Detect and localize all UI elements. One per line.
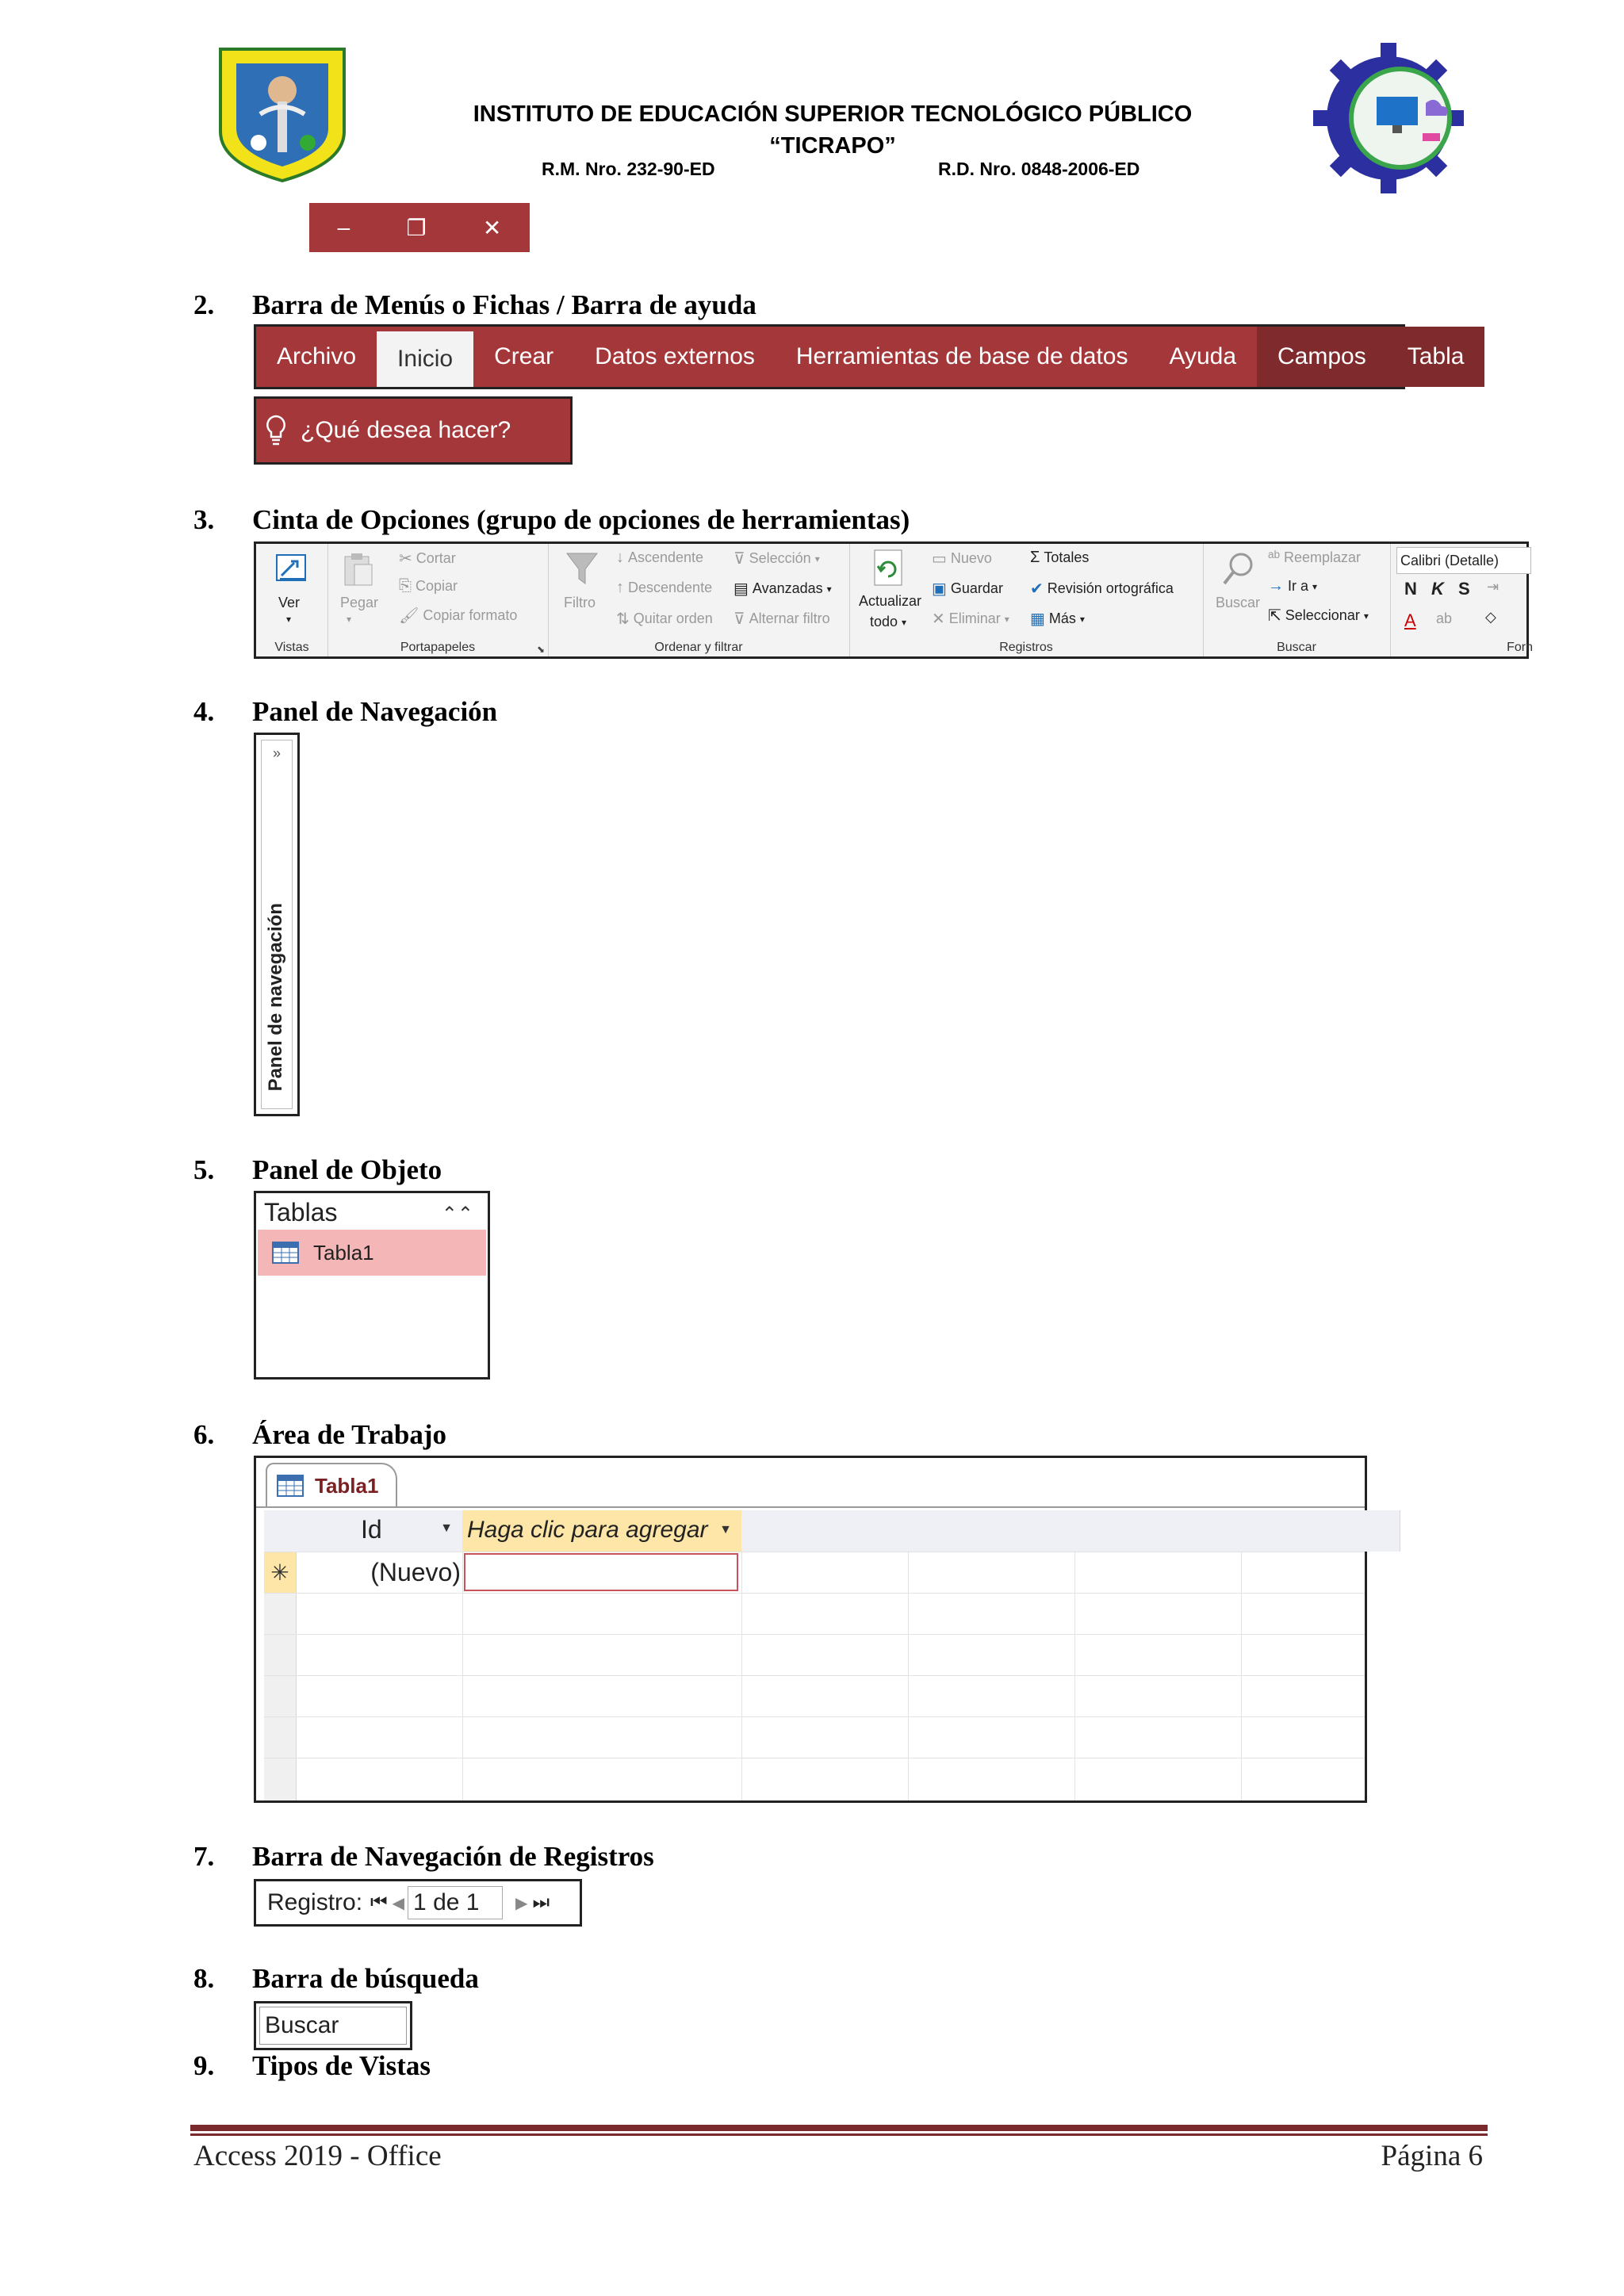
replace-icon: ᵃᵇ [1268,549,1280,566]
grid-line [264,1593,1365,1594]
nuevo-button[interactable] [932,549,992,568]
navigation-pane[interactable] [254,733,300,1116]
eliminar-button[interactable]: ✕ Eliminar ▾ [932,610,1009,628]
footer-left: Access 2019 - Office [193,2140,442,2172]
next-record-icon[interactable]: ▶ [515,1894,528,1912]
format-painter-icon: 🖌 [399,607,419,625]
underline-button[interactable]: S [1458,579,1470,599]
tab-ayuda[interactable]: Ayuda [1169,343,1237,369]
tab-herramientas[interactable]: Herramientas de base de datos [795,343,1128,369]
last-record-icon[interactable]: ⏭ [532,1892,550,1913]
grid-line [264,1716,1365,1717]
group-label: Buscar [1277,641,1316,654]
totales-label: Totales [1044,549,1090,565]
avanzadas-button[interactable]: ▤ Avanzadas ▾ [733,580,832,598]
section-title: Tipos de Vistas [252,2050,431,2081]
grid-line [1074,1552,1075,1800]
close-button[interactable]: ✕ [482,215,502,240]
section-title: Cinta de Opciones (grupo de opciones de herramientas) [252,504,910,535]
filtro-button[interactable]: Filtro [564,595,596,610]
section-number: 4. [193,696,215,727]
alternar-filtro-button[interactable] [733,609,830,629]
group-label: Vistas [274,641,309,654]
ascendente-label: Ascendente [628,549,704,565]
institute-logo [213,44,352,186]
id-cell-new[interactable]: (Nuevo) [370,1558,461,1586]
grid-line [462,1552,463,1800]
group-label: Ordenar y filtrar [654,641,743,654]
bold-button[interactable]: N [1404,579,1417,599]
grid-line [264,1634,1365,1635]
selection-filter-icon: ⊽ [733,550,745,568]
object-item-label: Tabla1 [313,1240,374,1265]
collapse-icon[interactable]: ⌃⌃ [441,1203,473,1225]
lightbulb-icon [264,414,288,447]
tab-inicio[interactable]: Inicio [377,331,473,387]
totales-button[interactable] [1030,549,1089,567]
copiar-label: Copiar [416,578,458,594]
column-header-empty [1241,1510,1400,1552]
buscar-button[interactable]: Buscar [1216,595,1261,610]
cortar-label: Cortar [416,550,456,566]
institute-name-line1: INSTITUTO DE EDUCACIÓN SUPERIOR TECNOLÓGICO PÚBLICO [473,101,1193,127]
column-header-empty [741,1510,909,1552]
font-color-icon[interactable]: A [1404,610,1416,630]
tab-datos-externos[interactable]: Datos externos [595,343,755,369]
group-formato [1390,544,1533,656]
descendente-button[interactable] [616,579,712,597]
tab-tabla[interactable]: Tabla [1387,327,1485,387]
save-icon: ▣ [932,580,947,598]
revision-label: Revisión ortográfica [1047,580,1174,596]
mas-label: Más [1048,610,1076,626]
guardar-label: Guardar [950,580,1003,596]
document-tab-label: Tabla1 [315,1473,379,1498]
ribbon [254,541,1533,659]
datasheet-grid [264,1510,1365,1800]
resolution-rd: R.D. Nro. 0848-2006-ED [938,159,1140,179]
group-label: Portapapeles [400,641,476,654]
group-label: Registros [999,641,1053,654]
document-tab-tabla1[interactable] [266,1463,397,1507]
tell-me-box[interactable] [254,396,573,465]
grid-line [264,1675,1365,1676]
sort-desc-icon: ↑ [616,579,624,596]
actualizar-button[interactable]: Actualizar [859,593,922,609]
group-buscar [1203,544,1391,656]
copy-icon: ⎘ [399,577,412,595]
quitar-orden-label: Quitar orden [633,610,713,626]
new-field-cell[interactable] [464,1553,738,1591]
copiar-formato-button[interactable] [399,606,517,626]
tab-crear[interactable]: Crear [494,343,554,369]
column-header-add[interactable] [462,1510,742,1552]
ribbon-tabs [254,324,1465,389]
restore-button[interactable]: ❐ [406,215,427,240]
advanced-filter-icon: ▤ [733,580,749,598]
column-header-empty [908,1510,1075,1552]
ver-dropdown-icon[interactable]: ▾ [286,614,292,625]
grid-line [908,1552,909,1800]
column-dropdown-icon[interactable]: ▼ [440,1521,453,1535]
group-ordenar-filtrar [548,544,850,656]
current-record-input[interactable]: 1 de 1 [408,1886,503,1919]
clear-sort-icon: ⇅ [616,610,630,628]
group-registros [849,544,1204,656]
section-number: 6. [193,1419,215,1450]
paste-icon [340,550,375,588]
section-title: Panel de Objeto [252,1154,442,1185]
record-label: Registro: [267,1889,363,1915]
column-header-id-label: Id [361,1515,382,1544]
footer-rule [190,2125,1488,2131]
dialog-launcher-icon[interactable]: ⬊ [536,644,545,655]
scissors-icon: ✂ [399,550,412,568]
descendente-label: Descendente [628,580,713,595]
section-number: 3. [193,504,215,535]
section-title: Área de Trabajo [252,1419,446,1450]
actualizar-todo-dropdown[interactable]: todo ▾ [870,614,907,629]
record-navigation-bar [254,1879,582,1927]
seleccion-button[interactable]: ⊽ Selección ▾ [733,550,820,568]
group-portapapeles [327,544,549,656]
cursor-icon: ⇱ [1268,607,1281,625]
toggle-filter-icon: ⊽ [733,610,745,628]
work-area [254,1456,1367,1803]
section-title: Panel de Navegación [252,696,498,727]
arrow-right-icon: → [1268,577,1284,595]
spellcheck-icon: ✔ [1030,580,1044,598]
nuevo-label: Nuevo [950,550,992,566]
column-header-empty [1074,1510,1242,1552]
eliminar-label: Eliminar [948,610,1001,626]
resolution-rm: R.M. Nro. 232-90-ED [542,159,715,179]
seleccionar-label: Seleccionar [1285,607,1360,623]
computing-logo [1307,36,1470,200]
alternar-filtro-label: Alternar filtro [749,610,830,626]
sigma-icon: Σ [1030,549,1040,566]
reemplazar-button[interactable] [1268,549,1361,567]
seleccion-label: Selección [749,550,811,566]
new-record-icon: ▭ [932,550,947,568]
pegar-dropdown-icon[interactable]: ▾ [347,614,352,625]
filter-icon [564,550,600,588]
search-bar [254,2001,412,2050]
todo-label: todo [870,614,898,629]
previous-record-icon[interactable]: ◀ [392,1894,405,1912]
object-pane-header[interactable]: Tablas [264,1198,338,1226]
expand-chevron-icon[interactable]: » [272,745,281,761]
section-number: 7. [193,1841,215,1872]
table-icon [277,1475,304,1497]
pegar-button[interactable]: Pegar [340,595,379,610]
navigation-pane-inner [261,740,293,1109]
footer-rule [190,2133,1488,2136]
grid-line [741,1552,742,1800]
column-header-add-label: Haga clic para agregar [467,1517,708,1543]
revision-button[interactable] [1030,579,1174,599]
delete-icon: ✕ [932,610,945,628]
highlight-icon[interactable]: ab [1436,610,1453,626]
tab-divider [256,1506,1365,1508]
group-label: Forn [1507,641,1533,654]
object-item-tabla1[interactable] [258,1230,486,1276]
institute-name-line2: “TICRAPO” [769,133,896,159]
section-title: Barra de búsqueda [252,1963,479,1994]
section-number: 5. [193,1154,215,1185]
font-name-select[interactable]: Calibri (Detalle) [1396,547,1531,574]
object-pane [254,1191,490,1380]
column-header-id[interactable] [296,1510,463,1552]
tell-me-text: ¿Qué desea hacer? [301,417,511,443]
first-record-icon[interactable]: ⏮ [370,1892,388,1913]
seleccionar-button[interactable]: ⇱ Seleccionar ▾ [1268,607,1369,625]
indent-icon[interactable]: ⇥ [1487,579,1500,595]
grid-line [1241,1552,1242,1800]
section-number: 8. [193,1963,215,1994]
cortar-button[interactable] [399,549,456,568]
ascendente-button[interactable] [616,549,703,567]
fill-color-icon[interactable]: ◇ [1485,609,1496,625]
avanzadas-label: Avanzadas [752,580,823,596]
reemplazar-label: Reemplazar [1284,549,1362,565]
window-controls [309,203,530,252]
tab-archivo[interactable]: Archivo [277,343,357,369]
navigation-pane-label: Panel de navegación [265,902,286,1091]
group-vistas [256,544,328,656]
quitar-orden-button[interactable] [616,609,713,629]
copiar-button[interactable] [399,577,458,595]
section-title: Barra de Menús o Fichas / Barra de ayuda [252,289,756,320]
mas-button[interactable]: ▦ Más ▾ [1030,610,1085,628]
ir-a-button[interactable]: → Ir a ▾ [1268,577,1318,595]
tab-campos[interactable]: Campos [1257,327,1387,387]
refresh-icon [871,547,905,588]
select-all-corner[interactable] [264,1510,297,1552]
view-icon [274,550,312,585]
ir-a-label: Ir a [1288,578,1309,594]
minimize-button[interactable]: – [337,215,350,239]
new-record-marker-icon[interactable]: ✳ [264,1552,296,1593]
search-icon [1220,550,1255,588]
section-number: 2. [193,289,215,320]
ver-button[interactable]: Ver [278,595,301,610]
column-dropdown-icon[interactable]: ▼ [719,1523,732,1536]
copiar-formato-label: Copiar formato [423,607,518,623]
table-icon [272,1242,299,1264]
italic-button[interactable]: K [1431,579,1444,599]
section-number: 9. [193,2050,215,2081]
search-input[interactable]: Buscar [259,2007,407,2045]
footer-page-number: Página 6 [1381,2140,1483,2172]
sort-asc-icon: ↓ [616,549,624,566]
guardar-button[interactable] [932,579,1003,599]
section-title: Barra de Navegación de Registros [252,1841,654,1872]
more-icon: ▦ [1030,610,1045,628]
institute-name [444,98,1221,162]
